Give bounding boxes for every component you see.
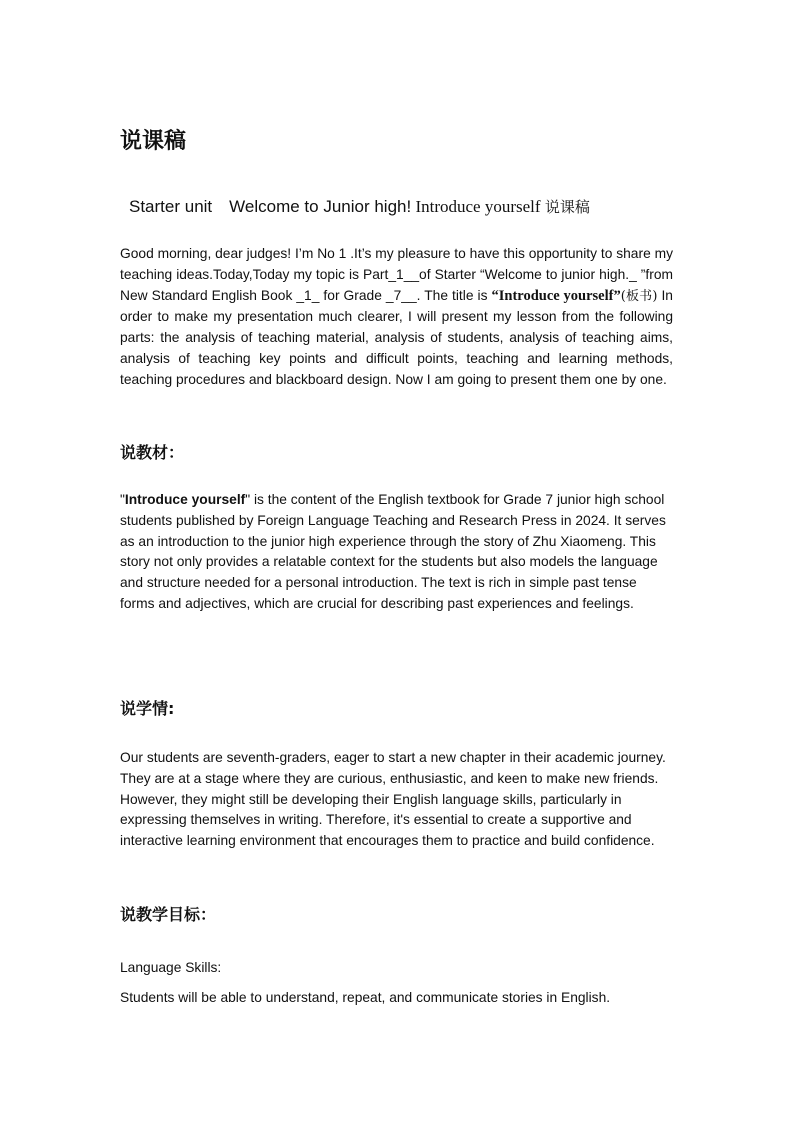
intro-text-a: Good morning, dear judges! I’m No 1 .It’s my pleasure to have this opportunity to share my teaching ideas.Today,Today my topic is Part_1__of Starter “Welcome to junior high._ ”from New Standard English Book _1_ for Grade _7__. The title is <box>120 246 673 303</box>
subtitle-topic: Introduce yourself <box>415 197 541 216</box>
intro-board-note: (板书) <box>620 288 658 304</box>
intro-title-bold: “Introduce yourself” <box>491 287 621 304</box>
language-skills-text: Students will be able to understand, repeat, and communicate stories in English. <box>120 990 611 1005</box>
subtitle-label: 说课稿 <box>544 198 590 216</box>
heading-material: 说教材： <box>120 443 185 462</box>
students-paragraph: Our students are seventh-graders, eager to start a new chapter in their academic journey. They are at a stage where they are curious, enthusiastic, and keen to make new friends. However, they might still be developing their English language skills, particularly in expressing themselves in writing. Therefore, it's essential to create a supportive and interactive learning environment that encourages them to practice and build confidence. <box>120 750 666 849</box>
document-title: 说课稿 <box>120 129 187 154</box>
material-text: " is the content of the English textbook for Grade 7 junior high school students published by Foreign Language Teaching and Research Press in 2024. It serves as an introduction to the junior high experience through the story of Zhu Xiaomeng. This story not only provides a relatable context for the students but also models the language and structure needed for a personal introduction. The text is rich in simple past tense forms and adjectives, which are crucial for describing past experiences and feelings. <box>120 492 666 611</box>
material-bold-title: Introduce yourself <box>124 492 246 507</box>
heading-aims: 说教学目标： <box>120 905 217 924</box>
language-skills-label: Language Skills: <box>120 960 222 975</box>
document-subtitle <box>129 196 590 217</box>
heading-students: 说学情: <box>120 699 175 718</box>
intro-text-b: In order to make my presentation much clearer, I will present my lesson from the following parts: the analysis of teaching material, analysis of students, analysis of teaching aims, analysis of teaching key points and difficult points, teaching and learning methods, teaching procedures and blackboard design. Now I am going to present them one by one. <box>120 287 673 387</box>
material-paragraph <box>120 490 673 615</box>
intro-paragraph <box>120 244 673 391</box>
subtitle-unit: Starter unit <box>129 197 213 216</box>
material-quote-open: " <box>120 492 125 507</box>
subtitle-welcome: Welcome to Junior high! <box>229 197 412 216</box>
